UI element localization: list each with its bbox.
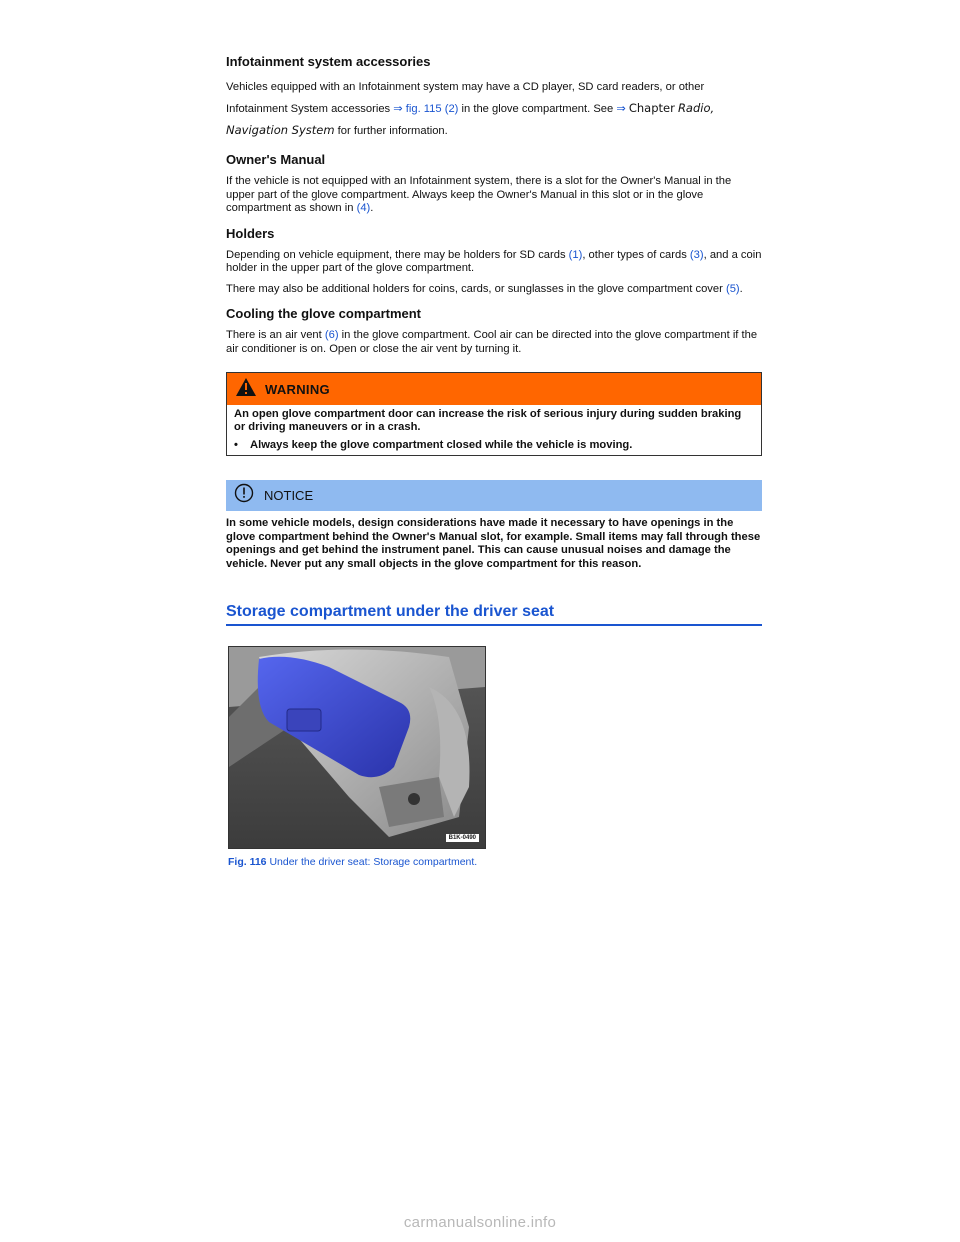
notice-box: [226, 480, 762, 571]
section-title: Storage compartment under the driver seat: [226, 603, 762, 626]
arrow-icon: ⇒: [393, 103, 403, 115]
bullet-icon: •: [234, 439, 238, 451]
caption-text: Under the driver seat: Storage compartment.: [266, 856, 478, 868]
seat-illustration: [229, 647, 485, 848]
para-cooling: There is an air vent (6) in the glove compartment. Cool air can be directed into the glove compartment if the air conditioner is on. Open or close the air vent by turning it.: [226, 329, 758, 355]
exclamation-circle-icon: [234, 483, 254, 508]
caption-label: Fig. 116: [228, 856, 267, 868]
link-ref-1[interactable]: (1): [568, 248, 583, 261]
warning-body: [227, 405, 761, 455]
heading-owners-manual: Owner's Manual: [226, 152, 326, 167]
warning-header: [227, 373, 761, 405]
figure-code: B1K-0490: [446, 834, 479, 842]
para-infotainment: Vehicles equipped with an Infotainment system may have a CD player, SD card readers, or other Infotainment System accessories ⇒ fig. 115 (2) in the glove compartment. See ⇒ Chapter Radio, Navigation System for further information.: [226, 81, 715, 137]
notice-header: [226, 480, 762, 511]
notice-text: In some vehicle models, design considerations have made it necessary to have openings in the glove compartment behind the Owner's Manual slot, for example. Small items may fall through these openings and get behind the instrument panel. This can cause unusual noises and damage the vehicle. Never put any small objects in the glove compartment for this reason.: [226, 517, 761, 570]
link-fig-115[interactable]: fig. 115 (2): [405, 103, 459, 115]
link-chapter[interactable]: Chapter: [628, 101, 675, 115]
link-ref-4[interactable]: (4): [356, 202, 371, 214]
link-chapter-name[interactable]: Radio, Navigation System: [226, 101, 715, 137]
figure-caption: [228, 856, 477, 868]
warning-label: WARNING: [265, 381, 330, 397]
warning-box: [226, 372, 762, 456]
heading-cooling: Cooling the glove compartment: [226, 306, 422, 321]
warning-triangle-icon: [235, 377, 257, 402]
arrow-icon-2: ⇒: [616, 103, 626, 115]
link-ref-6[interactable]: (6): [324, 329, 339, 341]
page-content: [226, 54, 762, 571]
link-ref-5[interactable]: (5): [725, 282, 740, 295]
notice-label: NOTICE: [264, 488, 314, 503]
figure-116-image: [228, 646, 486, 849]
para-holders-1: Depending on vehicle equipment, there may be holders for SD cards (1), other types of cards (3), and a coin holder in the upper part of the glove compartment.: [226, 248, 762, 274]
heading-infotainment: Infotainment system accessories: [226, 54, 431, 69]
warning-bullet-text: Always keep the glove compartment closed while the vehicle is moving.: [250, 439, 633, 451]
link-ref-3[interactable]: (3): [689, 248, 704, 261]
heading-holders: Holders: [226, 225, 275, 241]
para-holders-2: There may also be additional holders for coins, cards, or sunglasses in the glove compartment cover (5).: [226, 282, 743, 295]
warning-bullet: [234, 439, 754, 452]
para-owners-manual: If the vehicle is not equipped with an Infotainment system, there is a slot for the Owner's Manual in the upper part of the glove compartment. Always keep the Owner's Manual in this slot or in the glove compartment as shown in (4).: [226, 175, 732, 214]
warning-text: An open glove compartment door can increase the risk of serious injury during sudden braking or driving maneuvers or in a crash.: [234, 408, 742, 433]
footer-watermark: carmanualsonline.info: [403, 1214, 557, 1231]
